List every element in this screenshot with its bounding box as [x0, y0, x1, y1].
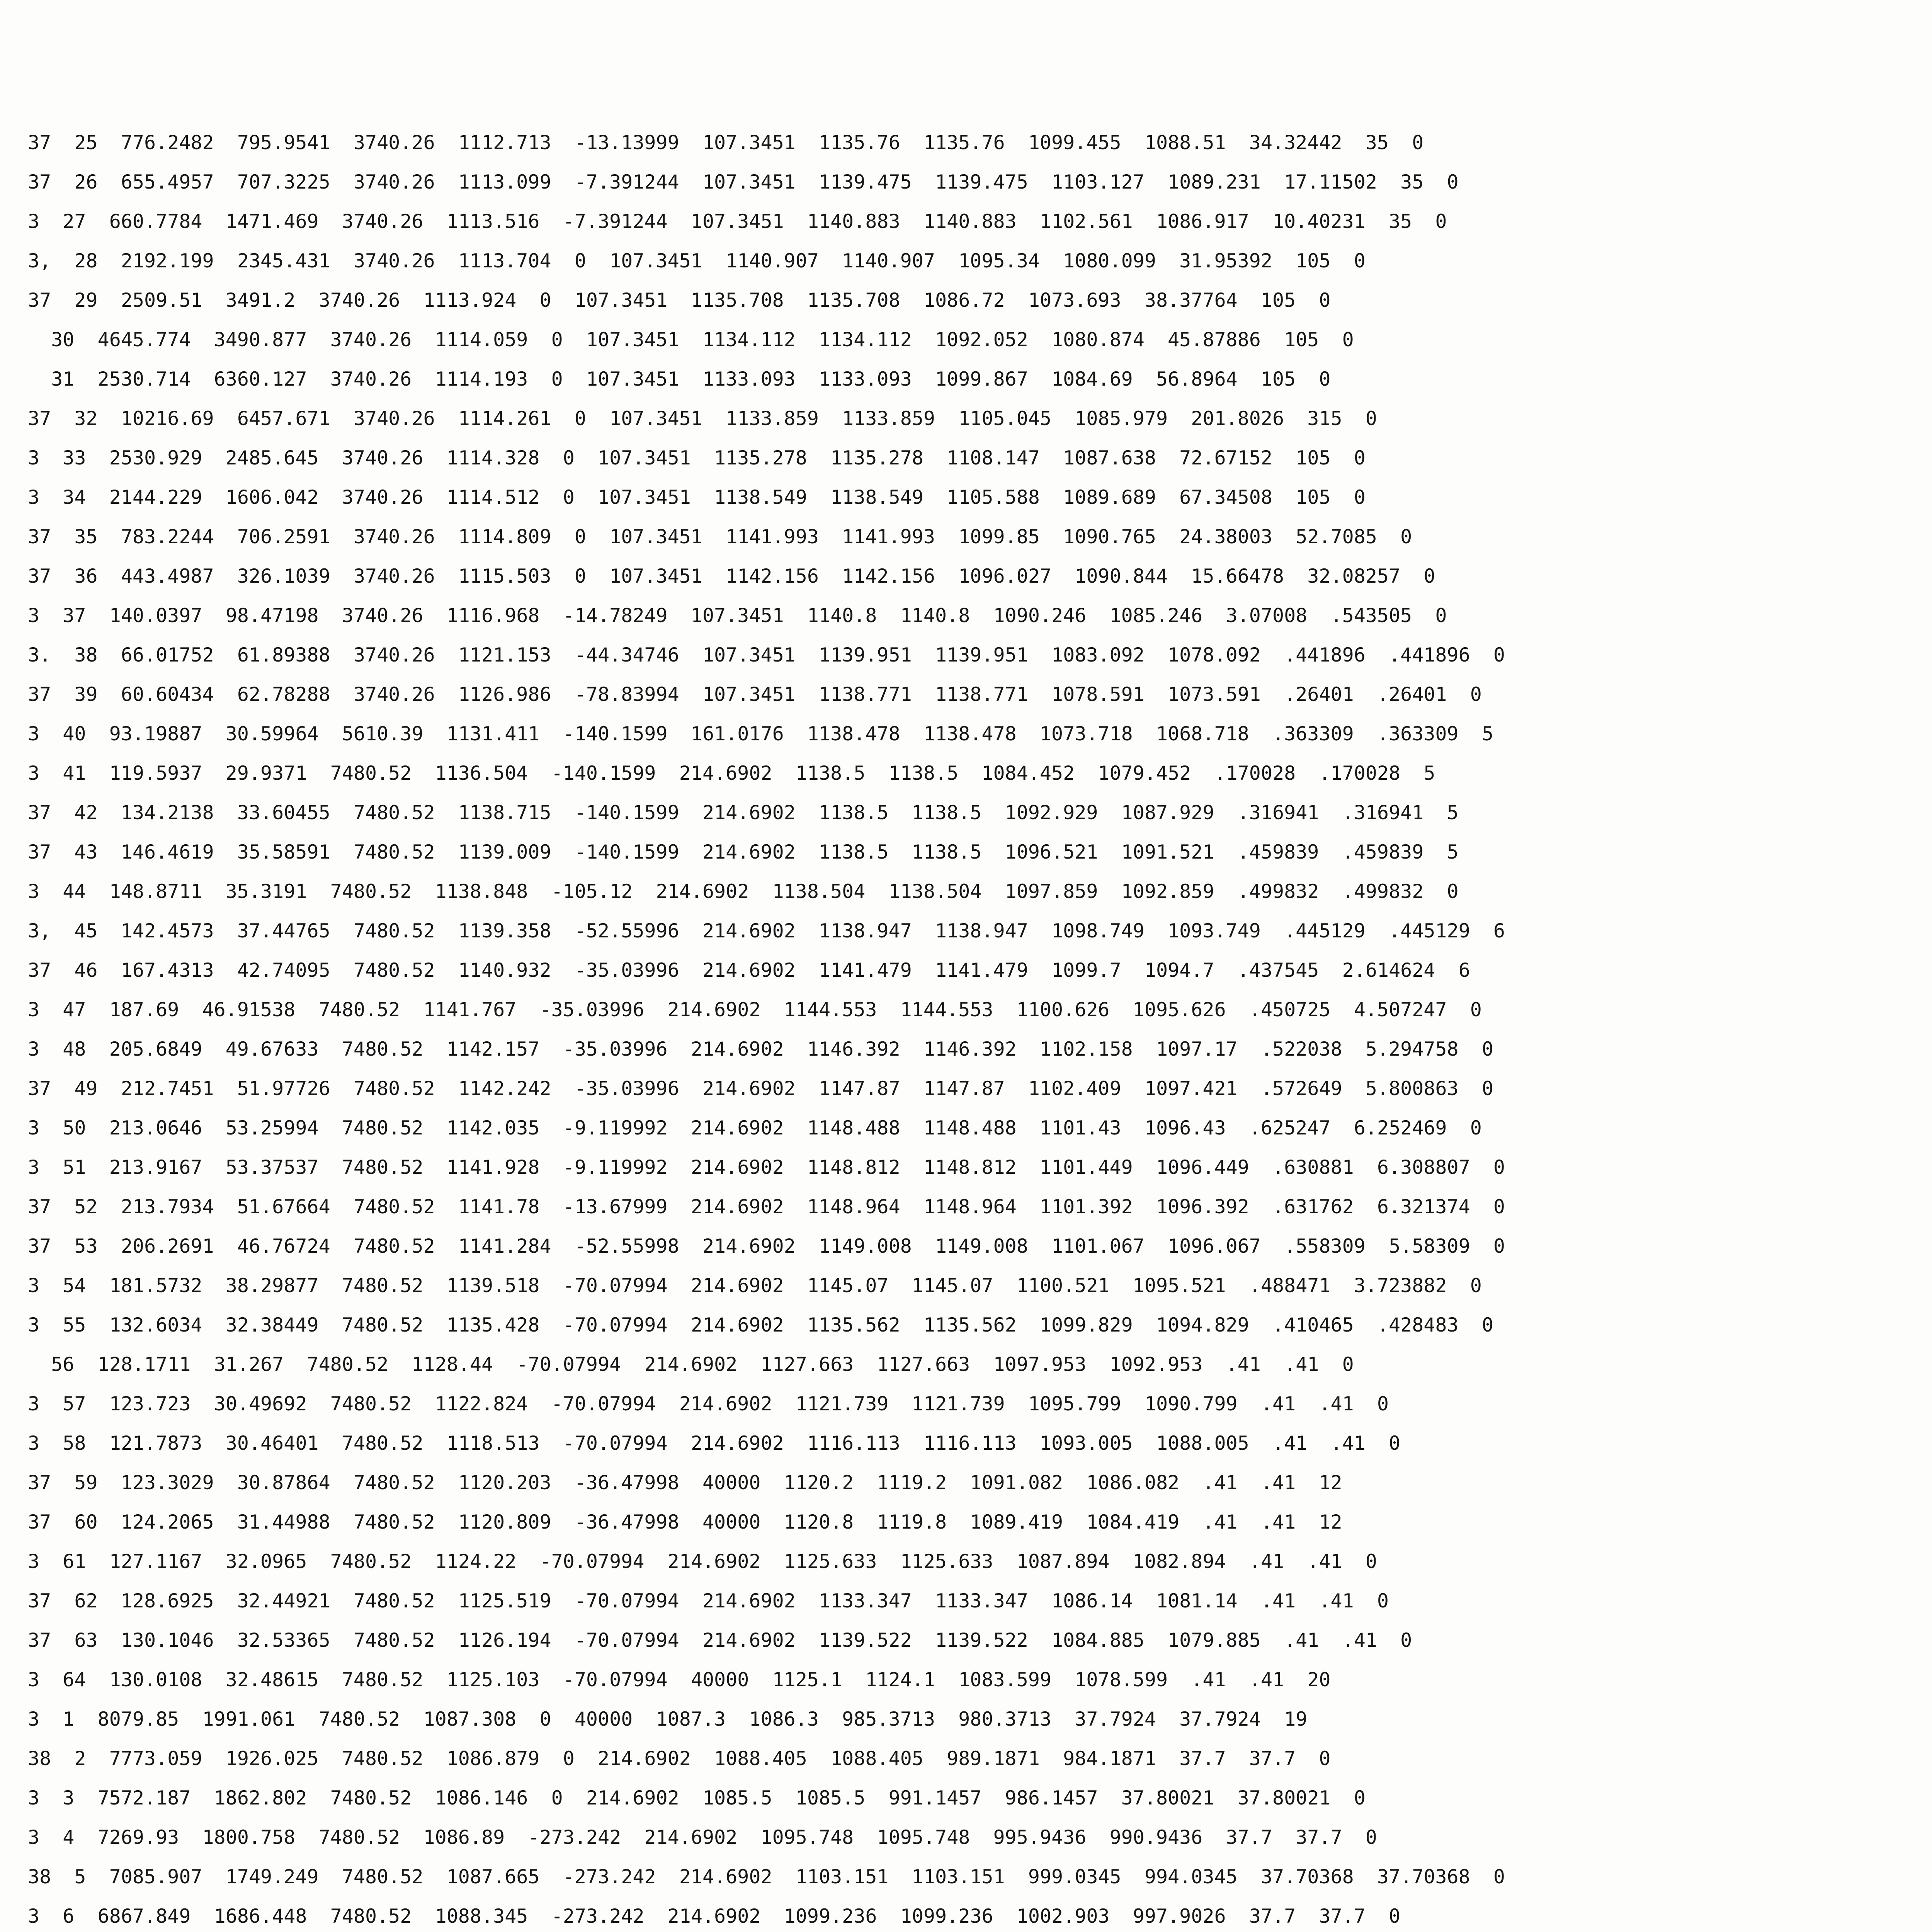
- row-text: 37 43 146.4619 35.58591 7480.52 1139.009 -140.1599 214.6902 1138.5 1138.5 1096.521 1091.521 .459839 .459839 5: [28, 841, 1459, 863]
- table-row: [28, 438, 1932, 478]
- row-text: 37 35 783.2244 706.2591 3740.26 1114.809 0 107.3451 1141.993 1141.993 1099.85 1090.765 24.38003 52.7085 0: [28, 526, 1412, 548]
- row-text: 37 25 776.2482 795.9541 3740.26 1112.713 -13.13999 107.3451 1135.76 1135.76 1099.455 1088.51 34.32442 35 0: [28, 131, 1424, 154]
- table-row: [28, 241, 1932, 281]
- table-row: [28, 1896, 1932, 1932]
- row-text: 3 64 130.0108 32.48615 7480.52 1125.103 -70.07994 40000 1125.1 1124.1 1083.599 1078.599 .41 .41 20: [28, 1668, 1331, 1691]
- table-row: [28, 1226, 1932, 1266]
- table-row: [28, 714, 1932, 753]
- data-table: [28, 123, 1932, 1932]
- table-row: [28, 1778, 1932, 1818]
- row-text: 3 4 7269.93 1800.758 7480.52 1086.89 -273.242 214.6902 1095.748 1095.748 995.9436 990.9436 37.7 37.7 0: [28, 1826, 1377, 1849]
- table-row: [28, 753, 1932, 793]
- row-text: 56 128.1711 31.267 7480.52 1128.44 -70.07994 214.6902 1127.663 1127.663 1097.953 1092.953 .41 .41 0: [28, 1353, 1354, 1376]
- table-row: [28, 1502, 1932, 1542]
- table-row: [28, 162, 1932, 202]
- table-row: [28, 123, 1932, 162]
- table-row: [28, 911, 1932, 951]
- row-text: 3 41 119.5937 29.9371 7480.52 1136.504 -140.1599 214.6902 1138.5 1138.5 1084.452 1079.452 .170028 .170028 5: [28, 762, 1435, 784]
- table-row: [28, 1857, 1932, 1896]
- table-row: [28, 1463, 1932, 1502]
- table-row: [28, 399, 1932, 438]
- row-text: 3 3 7572.187 1862.802 7480.52 1086.146 0 214.6902 1085.5 1085.5 991.1457 986.1457 37.80021 37.80021 0: [28, 1787, 1366, 1809]
- table-row: [28, 478, 1932, 517]
- table-row: [28, 951, 1932, 990]
- table-row: [28, 320, 1932, 359]
- row-text: 3 48 205.6849 49.67633 7480.52 1142.157 -35.03996 214.6902 1146.392 1146.392 1102.158 1097.17 .522038 5.294758 0: [28, 1038, 1493, 1060]
- table-row: [28, 635, 1932, 675]
- row-text: 37 52 213.7934 51.67664 7480.52 1141.78 -13.67999 214.6902 1148.964 1148.964 1101.392 1096.392 .631762 6.321374 0: [28, 1196, 1505, 1218]
- row-text: 3 51 213.9167 53.37537 7480.52 1141.928 -9.119992 214.6902 1148.812 1148.812 1101.449 1096.449 .630881 6.308807 0: [28, 1156, 1505, 1179]
- table-row: [28, 281, 1932, 320]
- row-text: 3, 28 2192.199 2345.431 3740.26 1113.704 0 107.3451 1140.907 1140.907 1095.34 1080.099 31.95392 105 0: [28, 250, 1366, 272]
- table-row: [28, 1621, 1932, 1660]
- row-text: 37 63 130.1046 32.53365 7480.52 1126.194 -70.07994 214.6902 1139.522 1139.522 1084.885 1079.885 .41 .41 0: [28, 1629, 1412, 1651]
- table-row: [28, 359, 1932, 399]
- row-text: 37 29 2509.51 3491.2 3740.26 1113.924 0 107.3451 1135.708 1135.708 1086.72 1073.693 38.37764 105 0: [28, 289, 1331, 311]
- row-text: 3 33 2530.929 2485.645 3740.26 1114.328 0 107.3451 1135.278 1135.278 1108.147 1087.638 72.67152 105 0: [28, 447, 1366, 469]
- table-row: [28, 202, 1932, 241]
- table-row: [28, 872, 1932, 911]
- table-row: [28, 596, 1932, 635]
- row-text: 3 55 132.6034 32.38449 7480.52 1135.428 -70.07994 214.6902 1135.562 1135.562 1099.829 1094.829 .410465 .428483 0: [28, 1314, 1493, 1336]
- row-text: 37 60 124.2065 31.44988 7480.52 1120.809 -36.47998 40000 1120.8 1119.8 1089.419 1084.419 .41 .41 12: [28, 1511, 1342, 1533]
- row-text: 37 26 655.4957 707.3225 3740.26 1113.099 -7.391244 107.3451 1139.475 1139.475 1103.127 1089.231 17.11502 35 0: [28, 171, 1459, 193]
- row-text: 37 49 212.7451 51.97726 7480.52 1142.242 -35.03996 214.6902 1147.87 1147.87 1102.409 1097.421 .572649 5.800863 0: [28, 1077, 1493, 1100]
- row-text: 3 6 6867.849 1686.448 7480.52 1088.345 -273.242 214.6902 1099.236 1099.236 1002.903 997.9026 37.7 37.7 0: [28, 1905, 1401, 1927]
- row-text: 37 39 60.60434 62.78288 3740.26 1126.986 -78.83994 107.3451 1138.771 1138.771 1078.591 1073.591 .26401 .26401 0: [28, 683, 1482, 706]
- row-text: 37 32 10216.69 6457.671 3740.26 1114.261 0 107.3451 1133.859 1133.859 1105.045 1085.979 201.8026 315 0: [28, 407, 1377, 430]
- table-row: [28, 1345, 1932, 1384]
- table-row: [28, 1581, 1932, 1621]
- table-row: [28, 990, 1932, 1029]
- table-row: [28, 1818, 1932, 1857]
- table-row: [28, 1384, 1932, 1423]
- row-text: 37 59 123.3029 30.87864 7480.52 1120.203 -36.47998 40000 1120.2 1119.2 1091.082 1086.082 .41 .41 12: [28, 1471, 1342, 1494]
- row-text: 38 5 7085.907 1749.249 7480.52 1087.665 -273.242 214.6902 1103.151 1103.151 999.0345 994.0345 37.70368 37.70368 0: [28, 1866, 1505, 1888]
- row-text: 3 54 181.5732 38.29877 7480.52 1139.518 -70.07994 214.6902 1145.07 1145.07 1100.521 1095.521 .488471 3.723882 0: [28, 1274, 1482, 1297]
- row-text: 37 53 206.2691 46.76724 7480.52 1141.284 -52.55998 214.6902 1149.008 1149.008 1101.067 1096.067 .558309 5.58309 0: [28, 1235, 1505, 1257]
- row-text: 3 34 2144.229 1606.042 3740.26 1114.512 0 107.3451 1138.549 1138.549 1105.588 1089.689 67.34508 105 0: [28, 486, 1366, 509]
- table-row: [28, 1029, 1932, 1069]
- row-text: 37 36 443.4987 326.1039 3740.26 1115.503 0 107.3451 1142.156 1142.156 1096.027 1090.844 15.66478 32.08257 0: [28, 565, 1435, 587]
- row-text: 3 57 123.723 30.49692 7480.52 1122.824 -70.07994 214.6902 1121.739 1121.739 1095.799 1090.799 .41 .41 0: [28, 1393, 1389, 1415]
- row-text: 3 37 140.0397 98.47198 3740.26 1116.968 -14.78249 107.3451 1140.8 1140.8 1090.246 1085.246 3.07008 .543505 0: [28, 604, 1447, 627]
- row-text: 38 2 7773.059 1926.025 7480.52 1086.879 0 214.6902 1088.405 1088.405 989.1871 984.1871 37.7 37.7 0: [28, 1747, 1331, 1770]
- table-row: [28, 675, 1932, 714]
- table-row: [28, 1108, 1932, 1148]
- row-text: 3 47 187.69 46.91538 7480.52 1141.767 -35.03996 214.6902 1144.553 1144.553 1100.626 1095.626 .450725 4.507247 0: [28, 998, 1482, 1021]
- table-row: [28, 832, 1932, 872]
- row-text: 3 58 121.7873 30.46401 7480.52 1118.513 -70.07994 214.6902 1116.113 1116.113 1093.005 1088.005 .41 .41 0: [28, 1432, 1401, 1454]
- table-row: [28, 1423, 1932, 1463]
- table-row: [28, 1660, 1932, 1699]
- table-row: [28, 1187, 1932, 1226]
- table-row: [28, 1699, 1932, 1739]
- row-text: 3 40 93.19887 30.59964 5610.39 1131.411 -140.1599 161.0176 1138.478 1138.478 1073.718 1068.718 .363309 .363309 5: [28, 723, 1493, 745]
- row-text: 3 61 127.1167 32.0965 7480.52 1124.22 -70.07994 214.6902 1125.633 1125.633 1087.894 1082.894 .41 .41 0: [28, 1550, 1377, 1573]
- table-row: [28, 517, 1932, 556]
- row-text: 3 27 660.7784 1471.469 3740.26 1113.516 -7.391244 107.3451 1140.883 1140.883 1102.561 1086.917 10.40231 35 0: [28, 210, 1447, 233]
- table-row: [28, 556, 1932, 596]
- table-row: [28, 1069, 1932, 1108]
- table-row: [28, 793, 1932, 832]
- row-text: 3 50 213.0646 53.25994 7480.52 1142.035 -9.119992 214.6902 1148.488 1148.488 1101.43 1096.43 .625247 6.252469 0: [28, 1117, 1482, 1139]
- table-row: [28, 1266, 1932, 1305]
- row-text: 37 62 128.6925 32.44921 7480.52 1125.519 -70.07994 214.6902 1133.347 1133.347 1086.14 1081.14 .41 .41 0: [28, 1590, 1389, 1612]
- row-text: 3. 38 66.01752 61.89388 3740.26 1121.153 -44.34746 107.3451 1139.951 1139.951 1083.092 1078.092 .441896 .441896 0: [28, 644, 1505, 666]
- table-row: [28, 1148, 1932, 1187]
- row-text: 31 2530.714 6360.127 3740.26 1114.193 0 107.3451 1133.093 1133.093 1099.867 1084.69 56.8964 105 0: [28, 368, 1331, 390]
- row-text: 3, 45 142.4573 37.44765 7480.52 1139.358 -52.55996 214.6902 1138.947 1138.947 1098.749 1093.749 .445129 .445129 6: [28, 920, 1505, 942]
- table-row: [28, 1305, 1932, 1345]
- row-text: 37 46 167.4313 42.74095 7480.52 1140.932 -35.03996 214.6902 1141.479 1141.479 1099.7 1094.7 .437545 2.614624 6: [28, 959, 1470, 981]
- row-text: 37 42 134.2138 33.60455 7480.52 1138.715 -140.1599 214.6902 1138.5 1138.5 1092.929 1087.929 .316941 .316941 5: [28, 801, 1459, 824]
- row-text: 3 1 8079.85 1991.061 7480.52 1087.308 0 40000 1087.3 1086.3 985.3713 980.3713 37.7924 37.7924 19: [28, 1708, 1308, 1730]
- table-row: [28, 1739, 1932, 1778]
- row-text: 30 4645.774 3490.877 3740.26 1114.059 0 107.3451 1134.112 1134.112 1092.052 1080.874 45.87886 105 0: [28, 328, 1354, 351]
- table-row: [28, 1542, 1932, 1581]
- row-text: 3 44 148.8711 35.3191 7480.52 1138.848 -105.12 214.6902 1138.504 1138.504 1097.859 1092.859 .499832 .499832 0: [28, 880, 1459, 903]
